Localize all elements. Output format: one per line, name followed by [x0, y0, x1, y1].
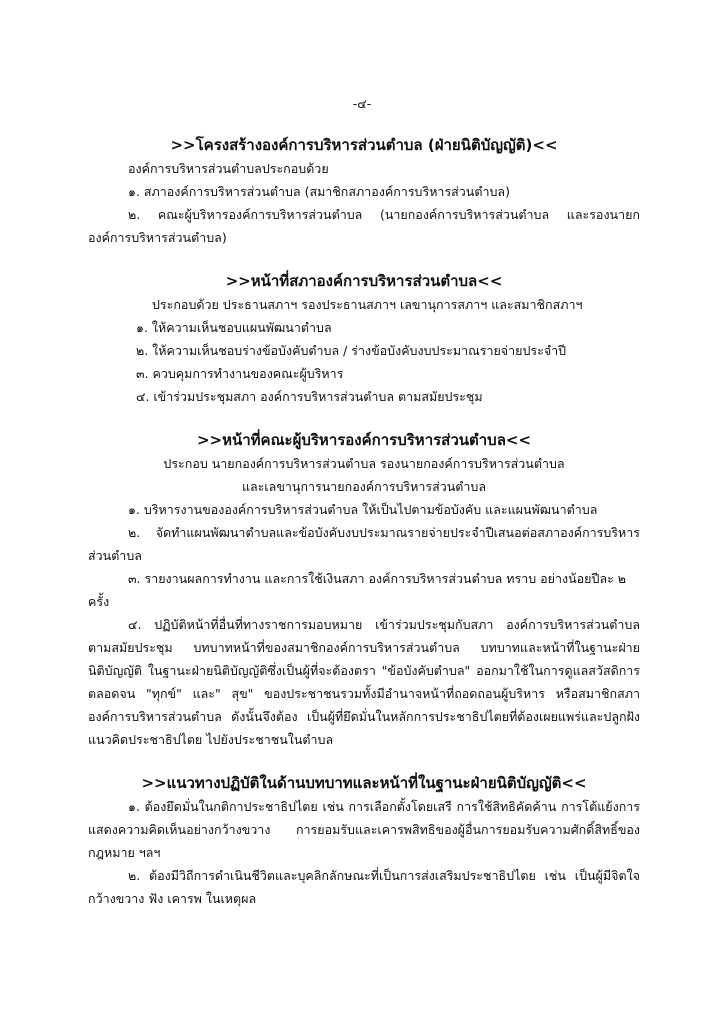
document-body: [88, 133, 640, 910]
list-item: ๒. ต้องมีวิถีการดำเนินชีวิตและบุคลิกลักษณะที่เป็นการส่งเสริมประชาธิปไตย เช่น เป็นผู้มีจิตใจกว้างขวาง ฟัง เคารพ ในเหตุผล: [88, 868, 640, 906]
paragraph: และเลขานุการนายกองค์การบริหารส่วนตำบล: [241, 479, 487, 494]
list-item: ๑. ให้ความเห็นชอบแผนพัฒนาตำบล: [136, 320, 332, 335]
list-item: ๒. ให้ความเห็นชอบร่างข้อบังคับตำบล / ร่างข้อบังคับงบประมาณรายจ่ายประจำปี: [136, 343, 567, 358]
page-number: -๔-: [352, 96, 372, 111]
paragraph: องค์การบริหารส่วนตำบลประกอบด้วย: [128, 161, 329, 176]
list-item: ๑. บริหารงานขององค์การบริหารส่วนตำบล ให้เป็นไปตามข้อบังคับ และแผนพัฒนาตำบล: [128, 502, 598, 517]
list-item: ๔. เข้าร่วมประชุมสภา องค์การบริหารส่วนตำบล ตามสมัยประชุม: [136, 389, 483, 404]
list-item: ๓. ควบคุมการทำงานของคณะผู้บริหาร: [136, 366, 344, 381]
section-heading: >>แนวทางปฏิบัติในด้านบทบาทและหน้าที่ในฐานะฝ่ายนิติบัญญัติ<<: [141, 774, 587, 792]
section-structure: [88, 133, 640, 249]
list-item: ๑. สภาองค์การบริหารส่วนตำบล (สมาชิกสภาองค์การบริหารส่วนตำบล): [128, 184, 510, 199]
section-legislative-guidelines: [88, 771, 640, 910]
list-item: ๓. รายงานผลการทำงาน และการใช้เงินสภา องค์การบริหารส่วนตำบล ทราบ อย่างน้อยปีละ ๒ ครั้ง: [88, 571, 627, 609]
section-heading: >>หน้าที่คณะผู้บริหารองค์การบริหารส่วนตำบล<<: [196, 431, 532, 449]
section-heading: >>หน้าที่สภาองค์การบริหารส่วนตำบล<<: [225, 272, 503, 290]
section-executive-duties: [88, 428, 640, 751]
section-council-duties: [88, 269, 640, 408]
paragraph: ประกอบด้วย ประธานสภาฯ รองประธานสภาฯ เลขานุการสภาฯ และสมาชิกสภาฯ: [152, 297, 583, 312]
list-item: ๔. ปฏิบัติหน้าที่อื่นที่ทางราชการมอบหมาย เข้าร่วมประชุมกับสภา องค์การบริหารส่วนตำบล ตามสมัยประชุม บทบาทหน้าที่ของสมาชิกองค์การบริหารส่วนตำบล บทบาทและหน้าที่ในฐานะฝ่ายนิติบัญญัติ ในฐานะฝ่ายนิติบัญญัติซึ่งเป็นผู้ที่จะต้องตรา "ข้อบังคับตำบล" ออกมาใช้ในการดูแลสวัสดิการตลอดจน "ทุกข์" และ" สุข" ของประชาชนรวมทั้งมีอำนาจหน้าที่ถอดถอนผู้บริหาร หรือสมาชิกสภาองค์การบริหารส่วนตำบล ดังนั้นจึงต้อง เป็นผู้ที่ยึดมั่นในหลักการประชาธิปไตยที่ต้องเผยแพร่และปลูกฝังแนวคิดประชาธิปไตย ไปยังประชาชนในตำบล: [88, 617, 640, 747]
paragraph: ประกอบ นายกองค์การบริหารส่วนตำบล รองนายกองค์การบริหารส่วนตำบล: [163, 456, 565, 471]
list-item: ๑. ต้องยึดมั่นในกติกาประชาธิปไตย เช่น การเลือกตั้งโดยเสรี การใช้สิทธิคัดค้าน การโต้แย้งการแสดงความคิดเห็นอย่างกว้างขวาง การยอมรับและเคารพสิทธิของผู้อื่นการยอมรับความศักดิ์สิทธิ์ของกฎหมาย ฯลฯ: [88, 799, 640, 860]
list-item: ๒. จัดทำแผนพัฒนาตำบลและข้อบังคับงบประมาณรายจ่ายประจำปีเสนอต่อสภาองค์การบริหารส่วนตำบล: [88, 525, 640, 563]
section-heading: >>โครงสร้างองค์การบริหารส่วนตำบล (ฝ่ายนิติบัญญัติ)<<: [170, 136, 558, 154]
list-item: ๒. คณะผู้บริหารองค์การบริหารส่วนตำบล (นายกองค์การบริหารส่วนตำบล และรองนายกองค์การบริหารส่วนตำบล): [88, 207, 640, 245]
